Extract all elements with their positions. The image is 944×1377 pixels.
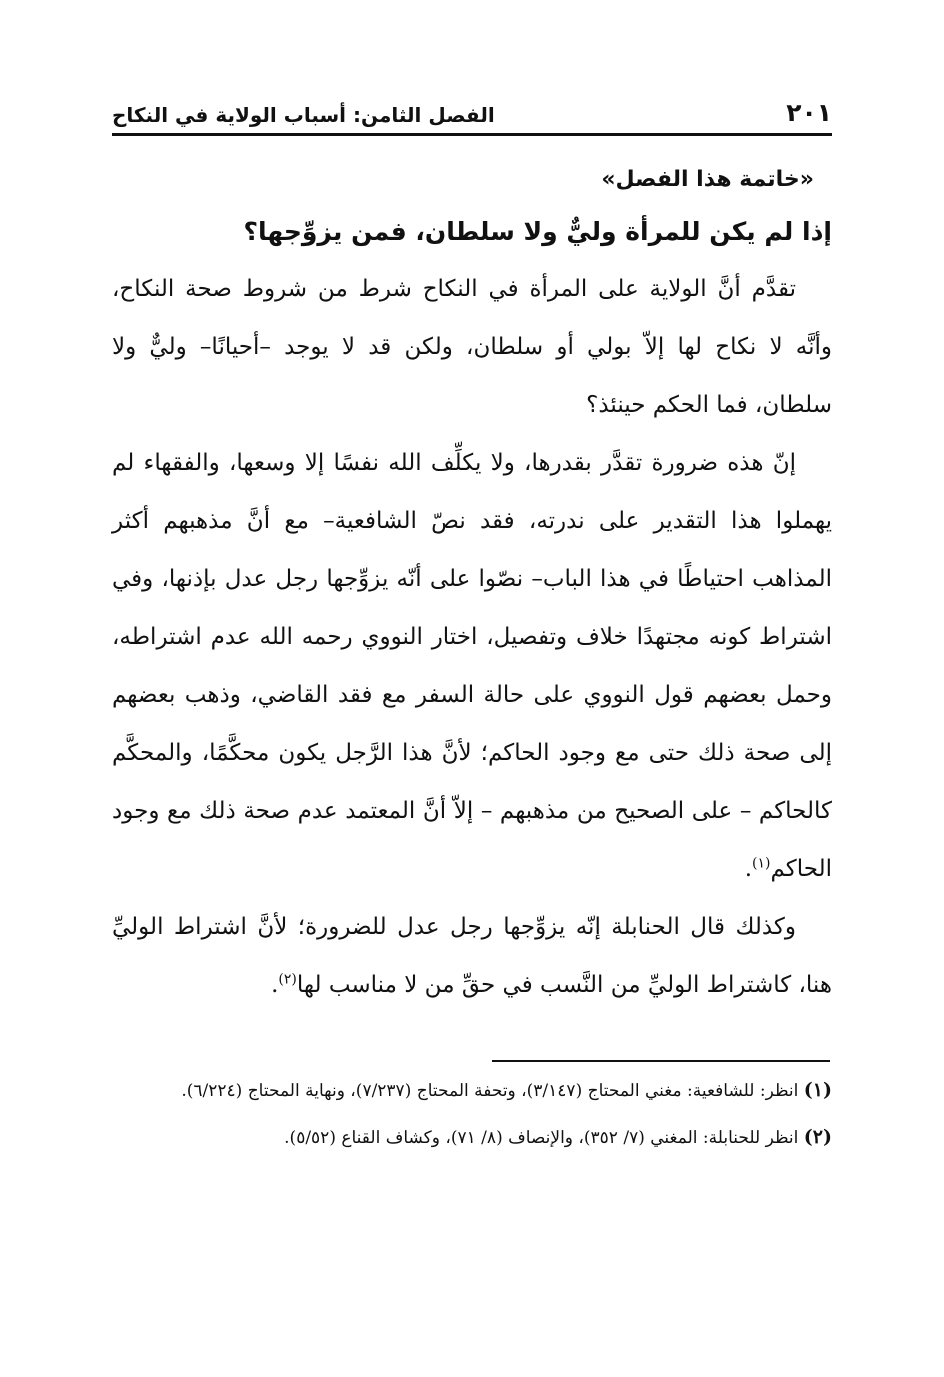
paragraph-2-end: . (744, 856, 753, 882)
footnote-2 (112, 1117, 832, 1158)
running-title: الفصل الثامن: أسباب الولاية في النكاح (112, 103, 495, 127)
paragraph-2 (112, 434, 832, 898)
paragraph-1: تقدَّم أنَّ الولاية على المرأة في النكاح شرط من شروط صحة النكاح، وأنَّه لا نكاح لها إلاّ بولي أو سلطان، ولكن قد لا يوجد –أحيانًا– وليٌّ ولا سلطان، فما الحكم حينئذ؟ (112, 276, 832, 418)
question-heading: إذا لم يكن للمرأة وليٌّ ولا سلطان، فمن يزوِّجها؟ (243, 217, 832, 246)
paragraph-3 (112, 898, 832, 1014)
footnote-ref-1[interactable]: (١) (752, 855, 771, 872)
footnote-1 (112, 1070, 832, 1111)
footnote-1-text: انظر: للشافعية: مغني المحتاج (٣/١٤٧)، وتحفة المحتاج (٧/٢٣٧)، ونهاية المحتاج (٦/٢٢٤). (181, 1081, 799, 1101)
paragraph-3-text: وكذلك قال الحنابلة إنّه يزوِّجها رجل عدل للضرورة؛ لأنَّ اشتراط الوليِّ هنا، كاشتراط الوليِّ من النَّسب في حقِّ من لا مناسب لها (112, 914, 832, 998)
footnotes (112, 1070, 832, 1164)
paragraph-2-text: إنّ هذه ضرورة تقدَّر بقدرها، ولا يكلِّف الله نفسًا إلا وسعها، والفقهاء لم يهملوا هذا التقدير على ندرته، فقد نصّ الشافعية– مع أنَّ مذهبهم أكثر المذاهب احتياطًا في هذا الباب– نصّوا على أنّه يزوِّجها رجل عدل بإذنها، وفي اشتراط كونه مجتهدًا خلاف وتفصيل، اختار النووي رحمه الله عدم اشتراطه، وحمل بعضهم قول النووي على حالة السفر مع فقد القاضي، وذهب بعضهم إلى صحة ذلك حتى مع وجود الحاكم؛ لأنَّ هذا الرَّجل يكون محكَّمًا، والمحكَّم كالحاكم – على الصحيح من مذهبهم – إلاّ أنَّ المعتمد عدم صحة ذلك مع وجود الحاكم (112, 450, 832, 882)
footnote-2-text: انظر للحنابلة: المغني (٧/ ٣٥٢)، والإنصاف (٨/ ٧١)، وكشاف القناع (٥/٥٢). (284, 1128, 799, 1148)
page-header (112, 92, 832, 136)
page-number: ٢٠١ (786, 98, 832, 127)
footnote-ref-2[interactable]: (٢) (278, 971, 297, 988)
section-heading: «خاتمة هذا الفصل» (601, 167, 814, 192)
footnote-divider (492, 1060, 830, 1062)
footnote-2-number: (٢) (803, 1126, 832, 1148)
footnote-1-number: (١) (803, 1079, 832, 1101)
main-text (112, 150, 832, 1014)
paragraph-3-end: . (271, 972, 279, 998)
